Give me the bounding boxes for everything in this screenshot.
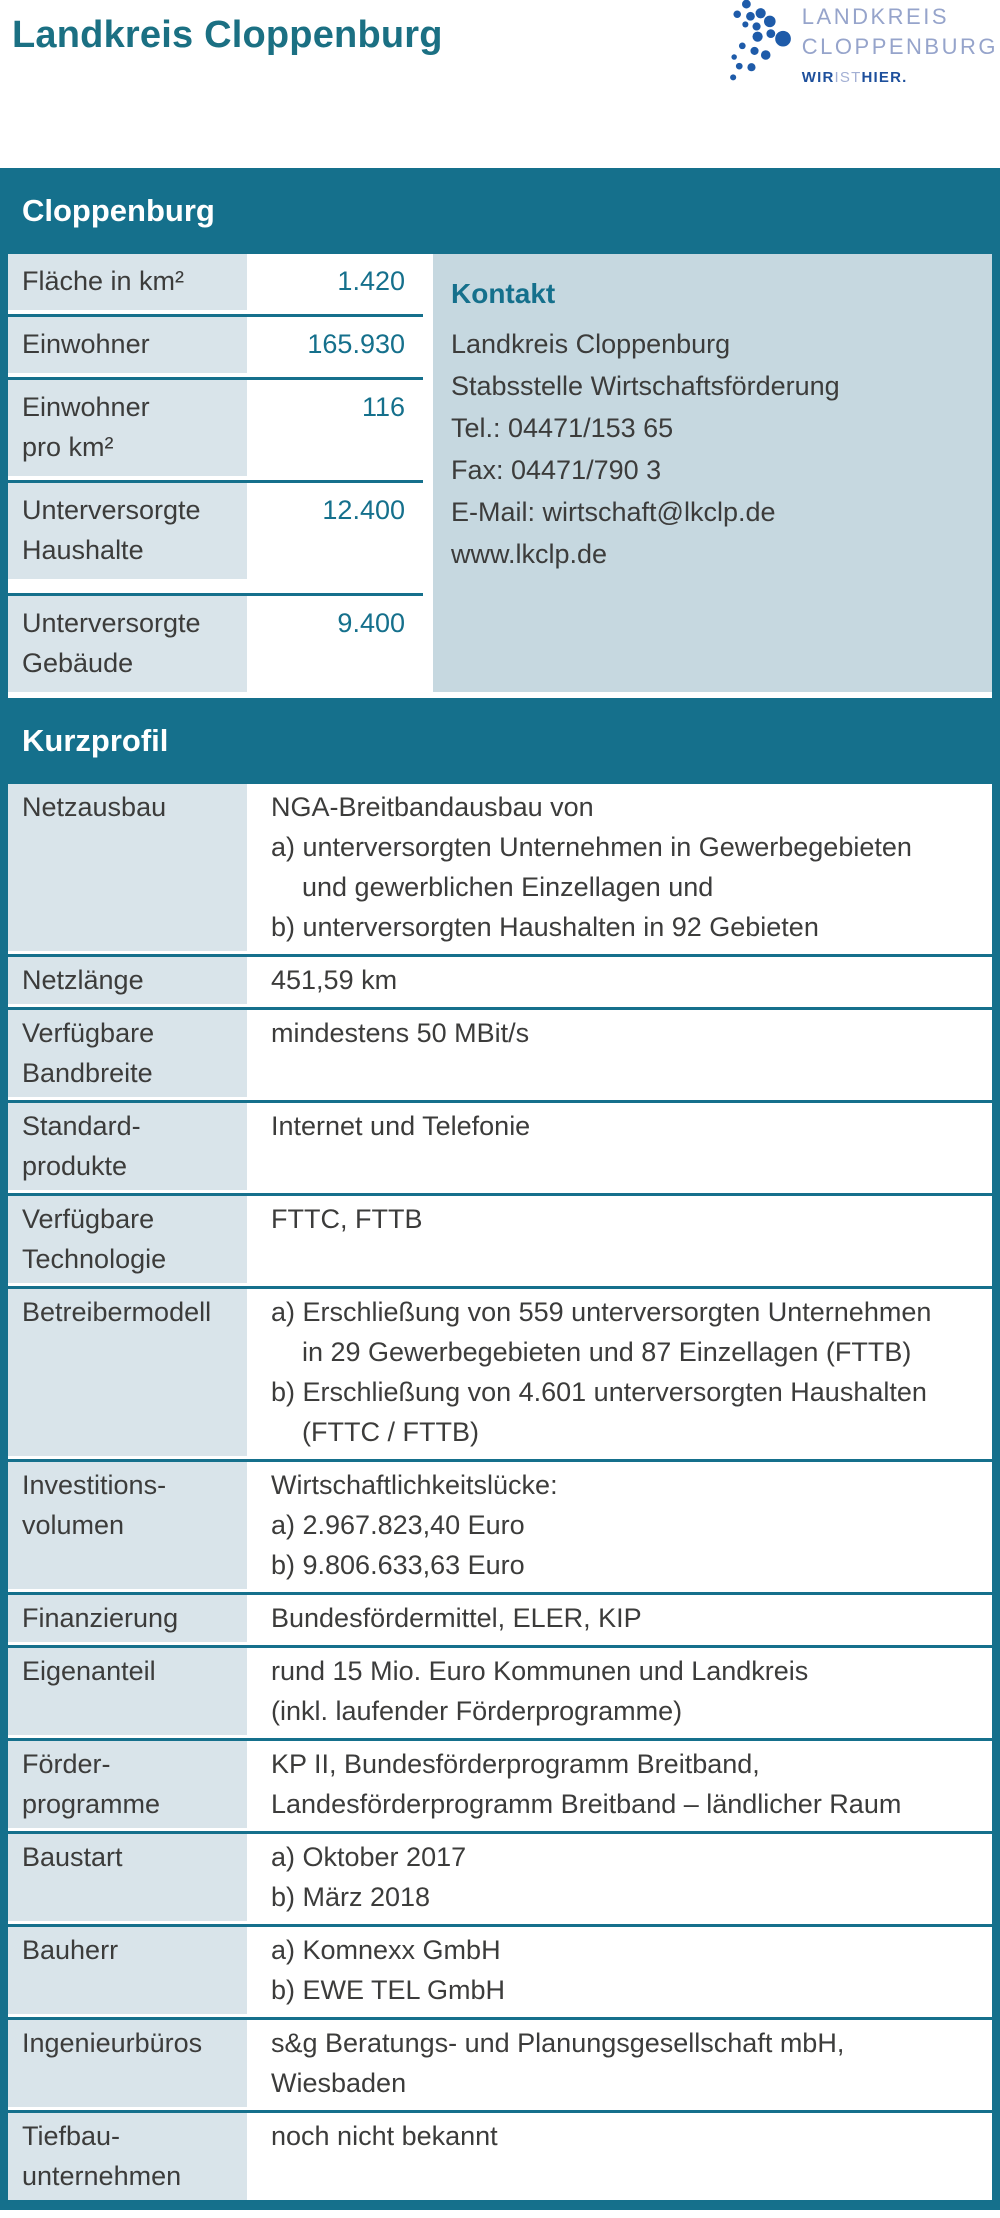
- profile-value: [247, 784, 992, 951]
- table-row: [8, 1007, 992, 1097]
- stat-value: 165.930: [247, 317, 423, 373]
- stat-label-line: Unterversorgte: [22, 608, 201, 638]
- profile-label-line: volumen: [22, 1510, 125, 1540]
- table-row: [8, 1286, 992, 1456]
- stat-label-line: Einwohner: [22, 392, 150, 422]
- profile-label-line: Tiefbau-: [22, 2121, 121, 2151]
- table-row: [8, 377, 423, 476]
- logo-name-line2: CLOPPENBURG: [801, 34, 998, 59]
- profile-value: [247, 1196, 992, 1283]
- profile-value-line: s&g Beratungs- und Planungsgesellschaft mbH,: [271, 2028, 845, 2058]
- logo-text: [802, 0, 998, 86]
- profile-label: [8, 2020, 247, 2107]
- profile-label: [8, 957, 247, 1004]
- profile-label-line: produkte: [22, 1151, 128, 1181]
- profile-value-line: a) Erschließung von 559 unterversorgten Unternehmen: [271, 1297, 932, 1327]
- contact-link[interactable]: www.lkclp.de: [451, 539, 608, 569]
- table-row: [8, 784, 992, 951]
- profile-label: [8, 1648, 247, 1735]
- stat-label-line: pro km²: [22, 432, 114, 462]
- logo-tagline-wir: WIR: [801, 69, 835, 86]
- logo-name-line1: LANDKREIS: [801, 4, 949, 29]
- table-row: [8, 1924, 992, 2014]
- logo-tagline-hier: HIER.: [861, 69, 908, 86]
- profile-value-line: b) März 2018: [271, 1882, 431, 1912]
- profile-value-line: NGA-Breitbandausbau von: [271, 792, 594, 822]
- table-row: [8, 954, 992, 1004]
- stat-value: 1.420: [247, 254, 423, 310]
- profile-value: [247, 1289, 992, 1456]
- profile-value-line: b) Erschließung von 4.601 unterversorgten Haushalten: [271, 1377, 927, 1407]
- profile-label: [8, 1010, 247, 1097]
- profile-value-line: Wiesbaden: [271, 2068, 407, 2098]
- logo-tagline: [802, 69, 998, 86]
- stat-value: 116: [247, 380, 423, 476]
- profile-value: [247, 1741, 992, 1828]
- stat-label-line: Gebäude: [22, 648, 134, 678]
- stats-table: [8, 254, 423, 692]
- profile-value-line: KP II, Bundesförderprogramm Breitband,: [271, 1749, 760, 1779]
- profile-value-line: Internet und Telefonie: [271, 1111, 531, 1141]
- profile-label-line: Investitions-: [22, 1470, 167, 1500]
- section-header-cloppenburg: Cloppenburg: [8, 168, 992, 254]
- profile-value-line: b) 9.806.633,63 Euro: [271, 1550, 525, 1580]
- stats-and-contact: [8, 254, 992, 692]
- contact-line: Tel.: 04471/153 65: [451, 413, 674, 443]
- profile-value: [247, 1648, 992, 1735]
- profile-label-line: Standard-: [22, 1111, 141, 1141]
- profile-label-line: Betreibermodell: [22, 1297, 212, 1327]
- contact-line: Stabsstelle Wirtschaftsförderung: [451, 371, 840, 401]
- table-row: [8, 1459, 992, 1589]
- table-row: [8, 1592, 992, 1642]
- profile-label-line: Baustart: [22, 1842, 123, 1872]
- profile-value: [247, 1010, 992, 1097]
- stat-label: [8, 483, 247, 579]
- profile-label: [8, 2113, 247, 2200]
- profile-value-line: (inkl. laufender Förderprogramme): [271, 1696, 683, 1726]
- profile-value: [247, 1927, 992, 2014]
- profile-label-line: Technologie: [22, 1244, 167, 1274]
- profile-value: [247, 1462, 992, 1589]
- page-title: Landkreis Cloppenburg: [12, 14, 443, 56]
- stat-label-line: Haushalte: [22, 535, 144, 565]
- profile-label: [8, 1595, 247, 1642]
- table-row: [8, 1831, 992, 1921]
- table-row: [8, 254, 423, 310]
- profile-value-line: a) 2.967.823,40 Euro: [271, 1510, 525, 1540]
- stat-label: [8, 317, 247, 373]
- profile-value-line: in 29 Gewerbegebieten und 87 Einzellagen (FTTB): [302, 1337, 912, 1367]
- profile-label: [8, 1741, 247, 1828]
- profile-label-line: Finanzierung: [22, 1603, 179, 1633]
- section-header-kurzprofil: Kurzprofil: [8, 698, 992, 784]
- stat-label-line: Unterversorgte: [22, 495, 201, 525]
- stat-value: 12.400: [247, 483, 423, 579]
- contact-line: Landkreis Cloppenburg: [451, 329, 731, 359]
- contact-panel: [433, 254, 992, 692]
- profile-value-line: FTTC, FTTB: [271, 1204, 423, 1234]
- profile-value: [247, 1595, 992, 1642]
- page-header: [0, 0, 1000, 168]
- table-row: [8, 2017, 992, 2107]
- profile-label-line: Bandbreite: [22, 1058, 153, 1088]
- stat-value: 9.400: [247, 596, 423, 692]
- profile-label-line: Verfügbare: [22, 1204, 155, 1234]
- profile-value-line: Landesförderprogramm Breitband – ländlicher Raum: [271, 1789, 902, 1819]
- contact-line: Fax: 04471/790 3: [451, 455, 662, 485]
- profile-label-line: Bauherr: [22, 1935, 119, 1965]
- profile-value-line: 451,59 km: [271, 965, 398, 995]
- profile-value: [247, 2020, 992, 2107]
- profile-value-line: a) Komnexx GmbH: [271, 1935, 501, 1965]
- profile-value-line: a) Oktober 2017: [271, 1842, 467, 1872]
- profile-value-line: Bundesfördermittel, ELER, KIP: [271, 1603, 642, 1633]
- profile-value-line: b) unterversorgten Haushalten in 92 Gebieten: [271, 912, 819, 942]
- profile-label: [8, 784, 247, 951]
- profile-label: [8, 1834, 247, 1921]
- profile-value-line: und gewerblichen Einzellagen und: [302, 872, 714, 902]
- contact-lines: [451, 323, 976, 575]
- profile-value-line: (FTTC / FTTB): [302, 1417, 479, 1447]
- profile-value: [247, 1103, 992, 1190]
- profile-label-line: Eigenanteil: [22, 1656, 156, 1686]
- landkreis-cloppenburg-logo: [704, 0, 998, 112]
- logo-tagline-ist: IST: [834, 69, 862, 86]
- profile-value: [247, 1834, 992, 1921]
- profile-label-line: Ingenieurbüros: [22, 2028, 203, 2058]
- stat-label: [8, 596, 247, 692]
- logo-dots-icon: [704, 0, 802, 112]
- table-row: [8, 593, 423, 692]
- stat-label: [8, 380, 247, 476]
- profile-label-line: programme: [22, 1789, 161, 1819]
- stat-label-line: Einwohner: [22, 329, 150, 359]
- profile-value-line: mindestens 50 MBit/s: [271, 1018, 530, 1048]
- fact-sheet-card: [0, 168, 1000, 2210]
- stat-label: [8, 254, 247, 310]
- profile-label-line: unternehmen: [22, 2161, 182, 2191]
- table-row: [8, 314, 423, 373]
- profile-table: [8, 784, 992, 2200]
- profile-label: [8, 1289, 247, 1456]
- profile-value: [247, 957, 992, 1004]
- profile-label-line: Förder-: [22, 1749, 111, 1779]
- table-row: [8, 1100, 992, 1190]
- profile-value-line: Wirtschaftlichkeitslücke:: [271, 1470, 558, 1500]
- profile-label-line: Verfügbare: [22, 1018, 155, 1048]
- profile-value: [247, 2113, 992, 2200]
- contact-link[interactable]: E-Mail: wirtschaft@lkclp.de: [451, 497, 776, 527]
- profile-label: [8, 1196, 247, 1283]
- table-row: [8, 1738, 992, 1828]
- table-row: [8, 480, 423, 579]
- profile-value-line: b) EWE TEL GmbH: [271, 1975, 506, 2005]
- profile-value-line: rund 15 Mio. Euro Kommunen und Landkreis: [271, 1656, 809, 1686]
- profile-value-line: a) unterversorgten Unternehmen in Gewerbegebieten: [271, 832, 912, 862]
- table-row: [8, 1193, 992, 1283]
- profile-label: [8, 1103, 247, 1190]
- stat-label-line: Fläche in km²: [22, 266, 185, 296]
- table-row: [8, 1645, 992, 1735]
- table-row: [8, 2110, 992, 2200]
- profile-label: [8, 1462, 247, 1589]
- profile-label-line: Netzausbau: [22, 792, 167, 822]
- profile-label: [8, 1927, 247, 2014]
- contact-heading: Kontakt: [451, 278, 556, 309]
- profile-label-line: Netzlänge: [22, 965, 144, 995]
- profile-value-line: noch nicht bekannt: [271, 2121, 498, 2151]
